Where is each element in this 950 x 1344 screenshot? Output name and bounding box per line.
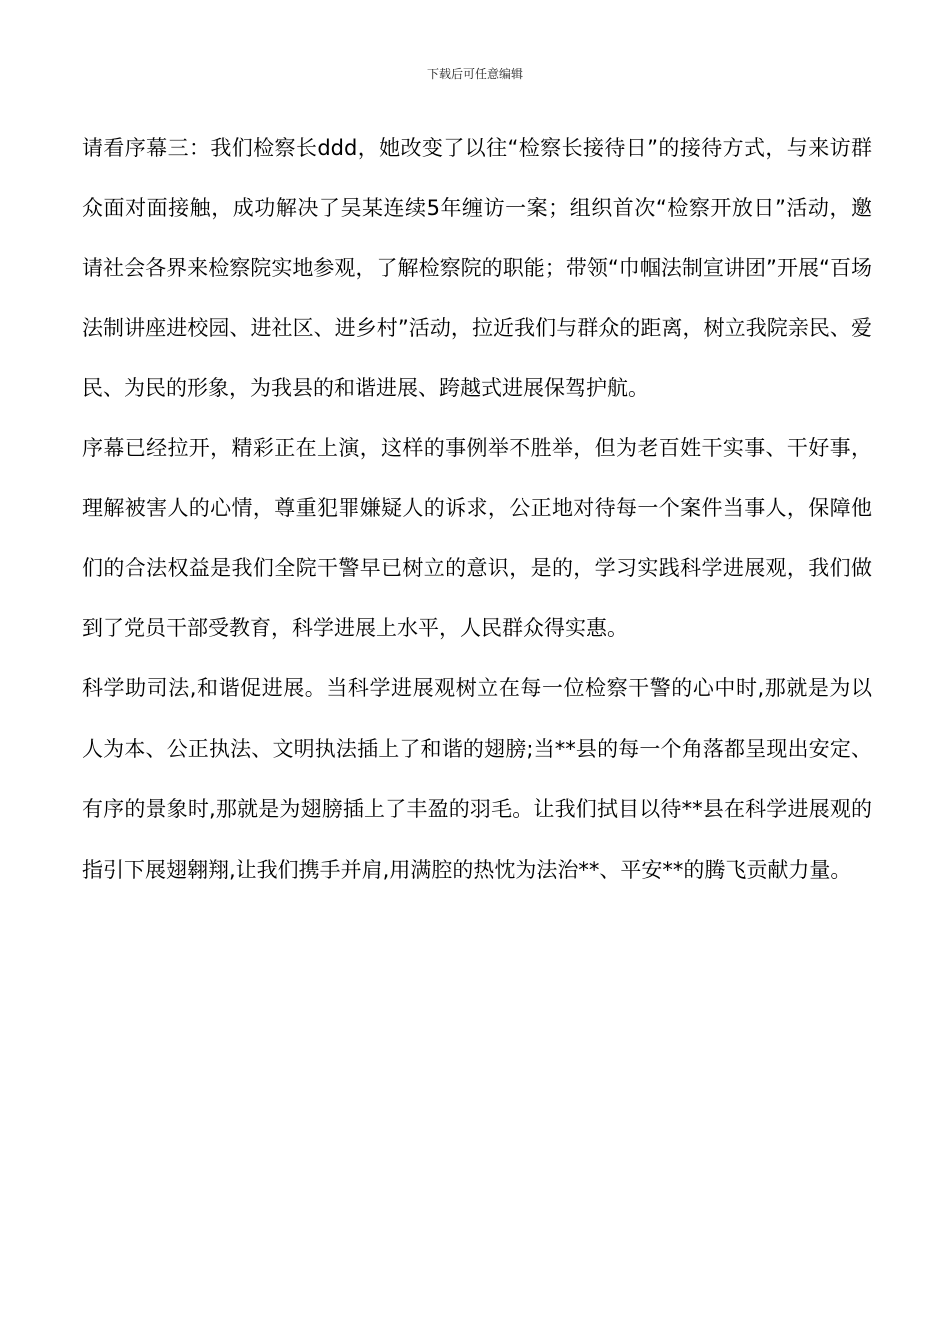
paragraph-3: 科学助司法,和谐促进展。当科学进展观树立在每一位检察干警的心中时,那就是为以人为本、公正执法、文明执法插上了和谐的翅膀;当**县的每一个角落都呈现出安定、有序的景象时,那就是为翅膀插上了丰盈的羽毛。让我们拭目以待**县在科学进展观的指引下展翅翱翔,让我们携手并肩,用满腔的热忱为法治**、平安**的腾飞贡献力量。	[82, 676, 872, 882]
paragraph-2: 序幕已经拉开，精彩正在上演，这样的事例举不胜举，但为老百姓干实事、干好事，理解被害人的心情，尊重犯罪嫌疑人的诉求，公正地对待每一个案件当事人，保障他们的合法权益是我们全院干警早已树立的意识，是的，学习实践科学进展观，我们做到了党员干部受教育，科学进展上水平，人民群众得实惠。	[82, 436, 872, 640]
document-body	[82, 118, 872, 900]
page-header: 下载后可任意编辑	[426, 67, 523, 81]
paragraph-1: 请看序幕三：我们检察长ddd，她改变了以往“检察长接待日”的接待方式，与来访群众面对面接触，成功解决了吴某连续5年缠访一案；组织首次“检察开放日”活动，邀请社会各界来检察院实地参观，了解检察院的职能；带领“巾帼法制宣讲团”开展“百场法制讲座进校园、进社区、进乡村”活动，拉近我们与群众的距离，树立我院亲民、爱民、为民的形象，为我县的和谐进展、跨越式进展保驾护航。	[82, 136, 872, 400]
